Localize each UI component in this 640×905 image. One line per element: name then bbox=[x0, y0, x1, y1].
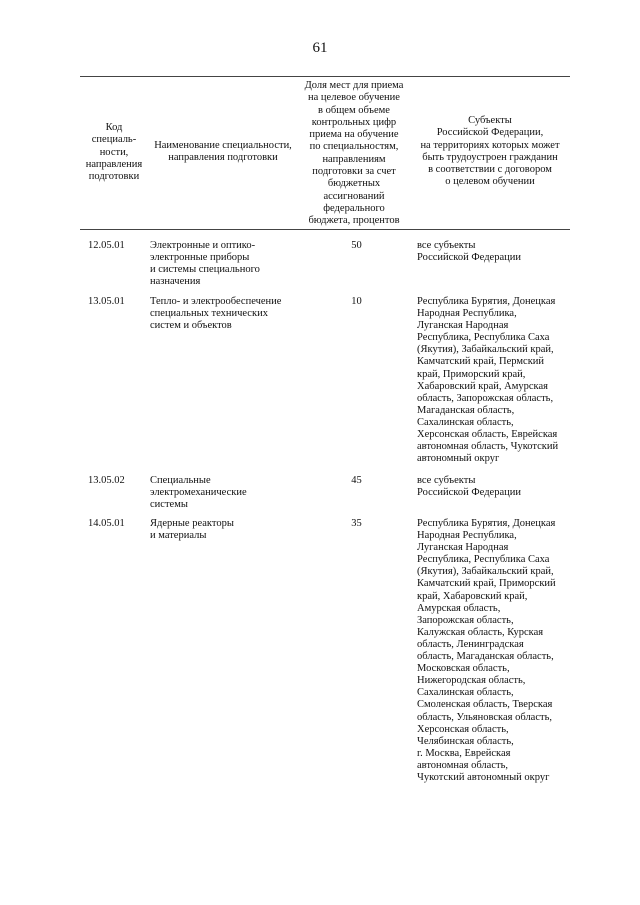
header-code-line: специаль- bbox=[91, 134, 137, 146]
federal-subjects-line: край, Хабаровский край, bbox=[417, 590, 528, 602]
page-number: 61 bbox=[312, 40, 328, 56]
federal-subjects-line: все субъекты bbox=[417, 475, 476, 486]
header-share-line: по специальностям, bbox=[309, 141, 399, 153]
federal-subjects-line: Народная Республика, bbox=[417, 308, 517, 320]
federal-subjects-line: Республика Бурятия, Донецкая bbox=[417, 518, 556, 529]
specialty-name bbox=[150, 518, 295, 542]
header-share-line: Доля мест для приема bbox=[304, 80, 404, 91]
target-share: 35 bbox=[351, 518, 362, 529]
specialty-code: 12.05.01 bbox=[88, 240, 125, 251]
specialty-name-line: Электронные и оптико- bbox=[150, 240, 256, 251]
federal-subjects-line: г. Москва, Еврейская bbox=[417, 747, 511, 759]
federal-subjects-line: Республика Бурятия, Донецкая bbox=[417, 296, 556, 307]
header-subjects-line: в соответствии с договором bbox=[428, 164, 552, 176]
specialty-name-line: электронные приборы bbox=[150, 252, 250, 264]
federal-subjects-line: Камчатский край, Приморский bbox=[417, 578, 556, 590]
specialty-code: 13.05.02 bbox=[88, 475, 125, 486]
specialty-name-line: и системы специального bbox=[150, 264, 260, 276]
federal-subjects-line: Луганская Народная bbox=[417, 542, 509, 554]
target-share: 50 bbox=[351, 240, 362, 251]
header-share-line: на целевое обучение bbox=[308, 92, 400, 104]
specialty-name-line: систем и объектов bbox=[150, 320, 232, 332]
header-name bbox=[148, 140, 298, 165]
specialty-name-line: системы bbox=[150, 499, 188, 511]
header-subjects-line: о целевом обучении bbox=[445, 176, 535, 188]
header-name-line: направления подготовки bbox=[168, 152, 278, 164]
header-subjects-line: Российской Федерации, bbox=[436, 127, 544, 139]
federal-subjects-line: Хабаровский край, Амурская bbox=[417, 380, 548, 392]
specialty-name-line: назначения bbox=[150, 276, 201, 288]
federal-subjects-line: Российской Федерации bbox=[417, 252, 521, 264]
header-subjects bbox=[410, 115, 570, 189]
header-subjects-line: Субъекты bbox=[468, 115, 512, 126]
header-share bbox=[298, 80, 410, 228]
header-share-line: ассигнований bbox=[323, 190, 385, 202]
federal-subjects-line: Камчатский край, Пермский bbox=[417, 356, 545, 368]
target-share: 45 bbox=[351, 475, 362, 486]
federal-subjects bbox=[417, 475, 577, 499]
header-subjects-line: на территориях которых может bbox=[420, 139, 560, 151]
target-share: 10 bbox=[351, 296, 362, 307]
specialty-code: 14.05.01 bbox=[88, 518, 125, 529]
federal-subjects-line: Калужская область, Курская bbox=[417, 626, 544, 638]
federal-subjects-line: область, Запорожская область, bbox=[417, 392, 554, 404]
specialty-name-line: и материалы bbox=[150, 530, 207, 542]
federal-subjects-line: автономная область, bbox=[417, 759, 508, 771]
federal-subjects-line: край, Приморский край, bbox=[417, 368, 526, 380]
federal-subjects-line: Российской Федерации bbox=[417, 487, 521, 499]
header-name-line: Наименование специальности, bbox=[154, 140, 292, 151]
header-code-line: направления bbox=[85, 158, 143, 170]
federal-subjects-line: автономный округ bbox=[417, 453, 500, 465]
federal-subjects-line: (Якутия), Забайкальский край, bbox=[417, 566, 554, 578]
header-code bbox=[80, 122, 148, 183]
federal-subjects-line: Луганская Народная bbox=[417, 320, 509, 332]
federal-subjects-line: автономная область, Чукотский bbox=[417, 441, 559, 453]
federal-subjects-line: Республика, Республика Саха bbox=[417, 332, 550, 344]
federal-subjects-line: Сахалинская область, bbox=[417, 416, 514, 428]
federal-subjects-line: Чукотский автономный округ bbox=[417, 771, 550, 783]
specialty-name-line: Специальные bbox=[150, 475, 211, 486]
federal-subjects-line: область, Ленинградская bbox=[417, 638, 524, 650]
header-share-line: приема на обучение bbox=[309, 129, 399, 141]
federal-subjects-line: Московская область, bbox=[417, 663, 510, 675]
header-share-line: бюджета, процентов bbox=[308, 215, 400, 227]
federal-subjects-line: Магаданская область, bbox=[417, 404, 515, 416]
federal-subjects bbox=[417, 518, 577, 784]
federal-subjects-line: Амурская область, bbox=[417, 602, 501, 614]
federal-subjects-line: область, Магаданская область, bbox=[417, 651, 554, 663]
specialty-name bbox=[150, 240, 295, 288]
header-bottom-rule bbox=[80, 229, 570, 230]
table-top-rule bbox=[80, 76, 570, 77]
specialty-name bbox=[150, 475, 295, 511]
federal-subjects-line: Сахалинская область, bbox=[417, 687, 514, 699]
federal-subjects-line: Народная Республика, bbox=[417, 530, 517, 542]
federal-subjects-line: Челябинская область, bbox=[417, 735, 514, 747]
federal-subjects-line: Херсонская область, bbox=[417, 723, 509, 735]
specialty-name-line: Тепло- и электрообеспечение bbox=[150, 296, 282, 307]
federal-subjects bbox=[417, 240, 577, 264]
specialty-name-line: Ядерные реакторы bbox=[150, 518, 234, 529]
federal-subjects-line: Запорожская область, bbox=[417, 614, 514, 626]
header-share-line: федерального bbox=[323, 202, 385, 214]
specialty-name-line: электромеханические bbox=[150, 487, 247, 499]
federal-subjects-line: Республика, Республика Саха bbox=[417, 554, 550, 566]
federal-subjects-line: Нижегородская область, bbox=[417, 675, 526, 687]
header-code-line: ности, bbox=[99, 146, 129, 158]
federal-subjects-line: все субъекты bbox=[417, 240, 476, 251]
federal-subjects-line: Смоленская область, Тверская bbox=[417, 699, 553, 711]
header-share-line: направлениям bbox=[322, 153, 386, 165]
header-share-line: контрольных цифр bbox=[311, 116, 397, 128]
specialty-code: 13.05.01 bbox=[88, 296, 125, 307]
federal-subjects-line: (Якутия), Забайкальский край, bbox=[417, 344, 554, 356]
header-subjects-line: быть трудоустроен гражданин bbox=[422, 151, 558, 163]
header-code-line: Код bbox=[105, 122, 123, 133]
header-share-line: в общем объеме bbox=[318, 104, 390, 116]
federal-subjects bbox=[417, 296, 577, 465]
federal-subjects-line: Херсонская область, Еврейская bbox=[417, 429, 558, 441]
header-code-line: подготовки bbox=[88, 171, 140, 183]
specialty-name bbox=[150, 296, 295, 332]
header-share-line: подготовки за счет bbox=[312, 166, 396, 178]
specialty-name-line: специальных технических bbox=[150, 308, 268, 320]
federal-subjects-line: область, Ульяновская область, bbox=[417, 711, 553, 723]
header-share-line: бюджетных bbox=[327, 178, 381, 190]
